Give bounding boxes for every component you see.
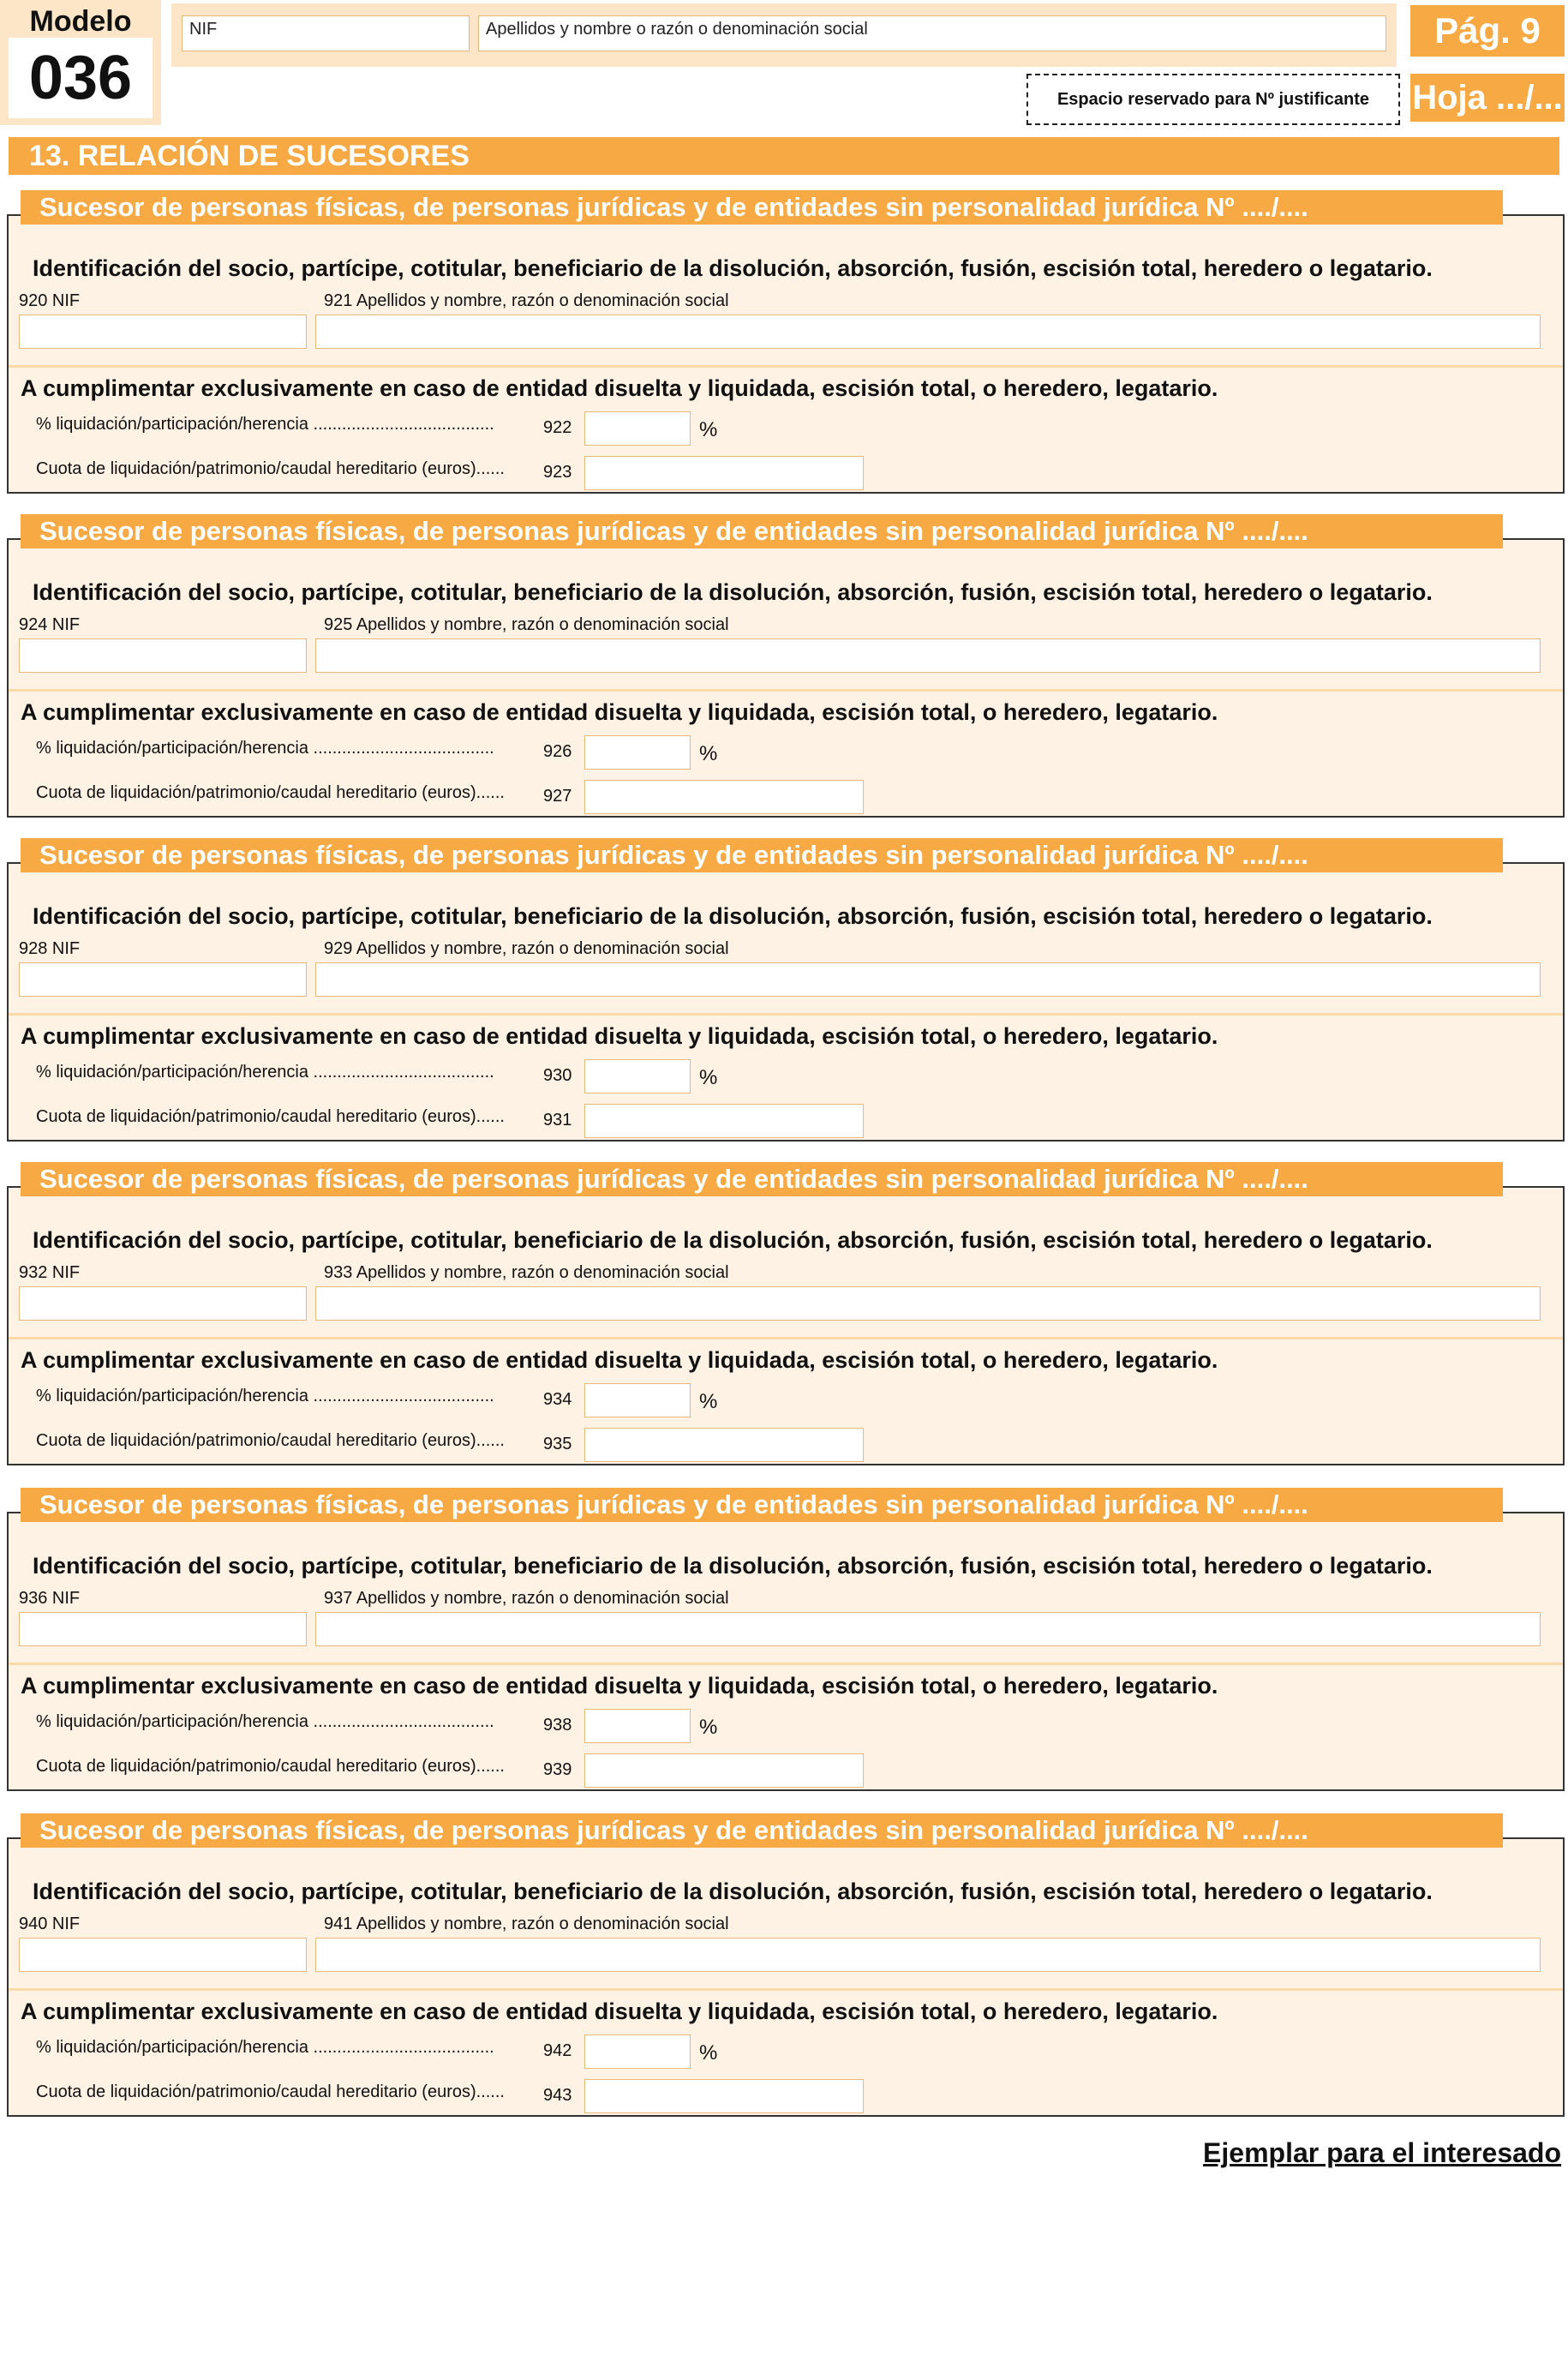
successor-panel	[7, 1186, 1565, 1465]
section-title: 13. RELACIÓN DE SUCESORES	[9, 137, 1559, 175]
quota-input[interactable]	[584, 2079, 864, 2113]
percentage-label: % liquidación/participación/herencia ......................................	[36, 739, 494, 758]
nif-label: 924 NIF	[19, 615, 81, 634]
percentage-code: 926	[543, 742, 572, 761]
quota-code: 935	[543, 1435, 572, 1453]
percentage-code: 934	[543, 1390, 572, 1409]
nif-input[interactable]	[19, 962, 307, 997]
nif-input[interactable]	[19, 638, 307, 673]
successor-title: Sucesor de personas físicas, de personas jurídicas y de entidades sin personalidad jurídica Nº ..../....	[21, 1162, 1503, 1196]
name-input[interactable]	[315, 638, 1541, 673]
nif-input[interactable]	[19, 1938, 307, 1972]
nif-label: 936 NIF	[19, 1589, 81, 1608]
sheet-number: Hoja .../...	[1410, 74, 1565, 122]
identification-heading: Identificación del socio, partícipe, cotitular, beneficiario de la disolución, absorción, fusión, escisión total, heredero o legatario.	[33, 1553, 1433, 1579]
successor-title: Sucesor de personas físicas, de personas jurídicas y de entidades sin personalidad jurídica Nº ..../....	[21, 1813, 1503, 1848]
successor-title: Sucesor de personas físicas, de personas jurídicas y de entidades sin personalidad jurídica Nº ..../....	[21, 1488, 1503, 1522]
successor-block	[7, 1813, 1565, 2117]
percentage-label: % liquidación/participación/herencia ......................................	[36, 415, 494, 434]
percent-sign: %	[699, 742, 718, 765]
percentage-input[interactable]	[584, 1709, 691, 1743]
liquidation-heading: A cumplimentar exclusivamente en caso de entidad disuelta y liquidada, escisión total, o heredero, legatario.	[21, 1673, 1218, 1699]
name-input[interactable]	[315, 1612, 1541, 1646]
nif-input[interactable]	[19, 1286, 307, 1321]
identification-heading: Identificación del socio, partícipe, cotitular, beneficiario de la disolución, absorción, fusión, escisión total, heredero o legatario.	[33, 1879, 1433, 1904]
quota-code: 931	[543, 1111, 572, 1130]
percentage-label: % liquidación/participación/herencia ......................................	[36, 2038, 494, 2057]
successor-block	[7, 1488, 1565, 1791]
quota-input[interactable]	[584, 780, 864, 814]
nif-input[interactable]	[19, 315, 307, 349]
percentage-code: 922	[543, 418, 572, 437]
successor-title: Sucesor de personas físicas, de personas jurídicas y de entidades sin personalidad jurídica Nº ..../....	[21, 838, 1503, 872]
quota-label: Cuota de liquidación/patrimonio/caudal hereditario (euros)......	[36, 459, 505, 478]
percentage-label: % liquidación/participación/herencia ......................................	[36, 1712, 494, 1731]
name-input[interactable]	[315, 315, 1541, 349]
section-separator	[9, 365, 1563, 368]
quota-input[interactable]	[584, 456, 864, 490]
quota-input[interactable]	[584, 1428, 864, 1462]
quota-code: 923	[543, 463, 572, 482]
percent-sign: %	[699, 2041, 718, 2064]
quota-label: Cuota de liquidación/patrimonio/caudal hereditario (euros)......	[36, 1431, 505, 1450]
quota-label: Cuota de liquidación/patrimonio/caudal hereditario (euros)......	[36, 783, 505, 802]
liquidation-heading: A cumplimentar exclusivamente en caso de entidad disuelta y liquidada, escisión total, o heredero, legatario.	[21, 375, 1218, 401]
section-separator	[9, 1663, 1563, 1665]
section-separator	[9, 689, 1563, 692]
modelo-label: Modelo	[29, 5, 132, 38]
header-name-label: Apellidos y nombre o razón o denominación social	[486, 20, 868, 39]
percentage-input[interactable]	[584, 1059, 691, 1094]
successor-title: Sucesor de personas físicas, de personas jurídicas y de entidades sin personalidad jurídica Nº ..../....	[21, 190, 1503, 225]
percentage-input[interactable]	[584, 411, 691, 446]
footer-copy-label: Ejemplar para el interesado	[1203, 2137, 1561, 2168]
name-label: 929 Apellidos y nombre, razón o denominación social	[324, 939, 729, 958]
nif-label: 940 NIF	[19, 1915, 81, 1933]
percentage-code: 930	[543, 1066, 572, 1085]
percentage-label: % liquidación/participación/herencia ......................................	[36, 1063, 494, 1082]
liquidation-heading: A cumplimentar exclusivamente en caso de entidad disuelta y liquidada, escisión total, o heredero, legatario.	[21, 1023, 1218, 1049]
liquidation-heading: A cumplimentar exclusivamente en caso de entidad disuelta y liquidada, escisión total, o heredero, legatario.	[21, 1998, 1218, 2024]
percentage-input[interactable]	[584, 2034, 691, 2069]
name-label: 937 Apellidos y nombre, razón o denominación social	[324, 1589, 729, 1608]
header-name-field[interactable]	[478, 15, 1386, 51]
section-separator	[9, 1337, 1563, 1339]
successor-block	[7, 1162, 1565, 1465]
percentage-code: 938	[543, 1716, 572, 1735]
nif-label: 920 NIF	[19, 291, 81, 310]
liquidation-heading: A cumplimentar exclusivamente en caso de entidad disuelta y liquidada, escisión total, o heredero, legatario.	[21, 699, 1218, 725]
page-number: Pág. 9	[1410, 5, 1565, 57]
successor-title: Sucesor de personas físicas, de personas jurídicas y de entidades sin personalidad jurídica Nº ..../....	[21, 514, 1503, 548]
identification-heading: Identificación del socio, partícipe, cotitular, beneficiario de la disolución, absorción, fusión, escisión total, heredero o legatario.	[33, 903, 1433, 929]
name-input[interactable]	[315, 1938, 1541, 1972]
header-nif-label: NIF	[189, 20, 218, 39]
successor-panel	[7, 538, 1565, 818]
successor-block	[7, 838, 1565, 1142]
successor-block	[7, 190, 1565, 494]
identification-heading: Identificación del socio, partícipe, cotitular, beneficiario de la disolución, absorción, fusión, escisión total, heredero o legatario.	[33, 1227, 1433, 1253]
modelo-number: 036	[9, 38, 153, 118]
liquidation-heading: A cumplimentar exclusivamente en caso de entidad disuelta y liquidada, escisión total, o heredero, legatario.	[21, 1347, 1218, 1373]
name-label: 925 Apellidos y nombre, razón o denominación social	[324, 615, 729, 634]
successor-panel	[7, 862, 1565, 1142]
quota-label: Cuota de liquidación/patrimonio/caudal hereditario (euros)......	[36, 1107, 505, 1126]
name-label: 921 Apellidos y nombre, razón o denominación social	[324, 291, 729, 310]
quota-label: Cuota de liquidación/patrimonio/caudal hereditario (euros)......	[36, 2082, 505, 2101]
quota-code: 939	[543, 1760, 572, 1779]
nif-label: 932 NIF	[19, 1263, 81, 1282]
percent-sign: %	[699, 1390, 718, 1413]
nif-label: 928 NIF	[19, 939, 81, 958]
section-separator	[9, 1013, 1563, 1016]
percent-sign: %	[699, 418, 718, 441]
name-input[interactable]	[315, 1286, 1541, 1321]
name-label: 941 Apellidos y nombre, razón o denominación social	[324, 1915, 729, 1933]
quota-input[interactable]	[584, 1753, 864, 1788]
quota-code: 927	[543, 787, 572, 806]
quota-code: 943	[543, 2086, 572, 2105]
percentage-input[interactable]	[584, 735, 691, 770]
identification-heading: Identificación del socio, partícipe, cotitular, beneficiario de la disolución, absorción, fusión, escisión total, heredero o legatario.	[33, 255, 1433, 281]
quota-input[interactable]	[584, 1104, 864, 1138]
reserved-space: Espacio reservado para Nº justificante	[1026, 74, 1400, 125]
successor-panel	[7, 1837, 1565, 2117]
section-separator	[9, 1988, 1563, 1991]
name-label: 933 Apellidos y nombre, razón o denominación social	[324, 1263, 729, 1282]
percentage-code: 942	[543, 2041, 572, 2060]
percentage-input[interactable]	[584, 1383, 691, 1417]
quota-label: Cuota de liquidación/patrimonio/caudal hereditario (euros)......	[36, 1757, 505, 1776]
identification-heading: Identificación del socio, partícipe, cotitular, beneficiario de la disolución, absorción, fusión, escisión total, heredero o legatario.	[33, 579, 1433, 605]
successor-block	[7, 514, 1565, 818]
successor-panel	[7, 214, 1565, 494]
header-nif-field[interactable]	[182, 15, 470, 51]
name-input[interactable]	[315, 962, 1541, 997]
percent-sign: %	[699, 1716, 718, 1739]
percentage-label: % liquidación/participación/herencia ......................................	[36, 1387, 494, 1405]
nif-input[interactable]	[19, 1612, 307, 1646]
percent-sign: %	[699, 1066, 718, 1089]
successor-panel	[7, 1512, 1565, 1791]
